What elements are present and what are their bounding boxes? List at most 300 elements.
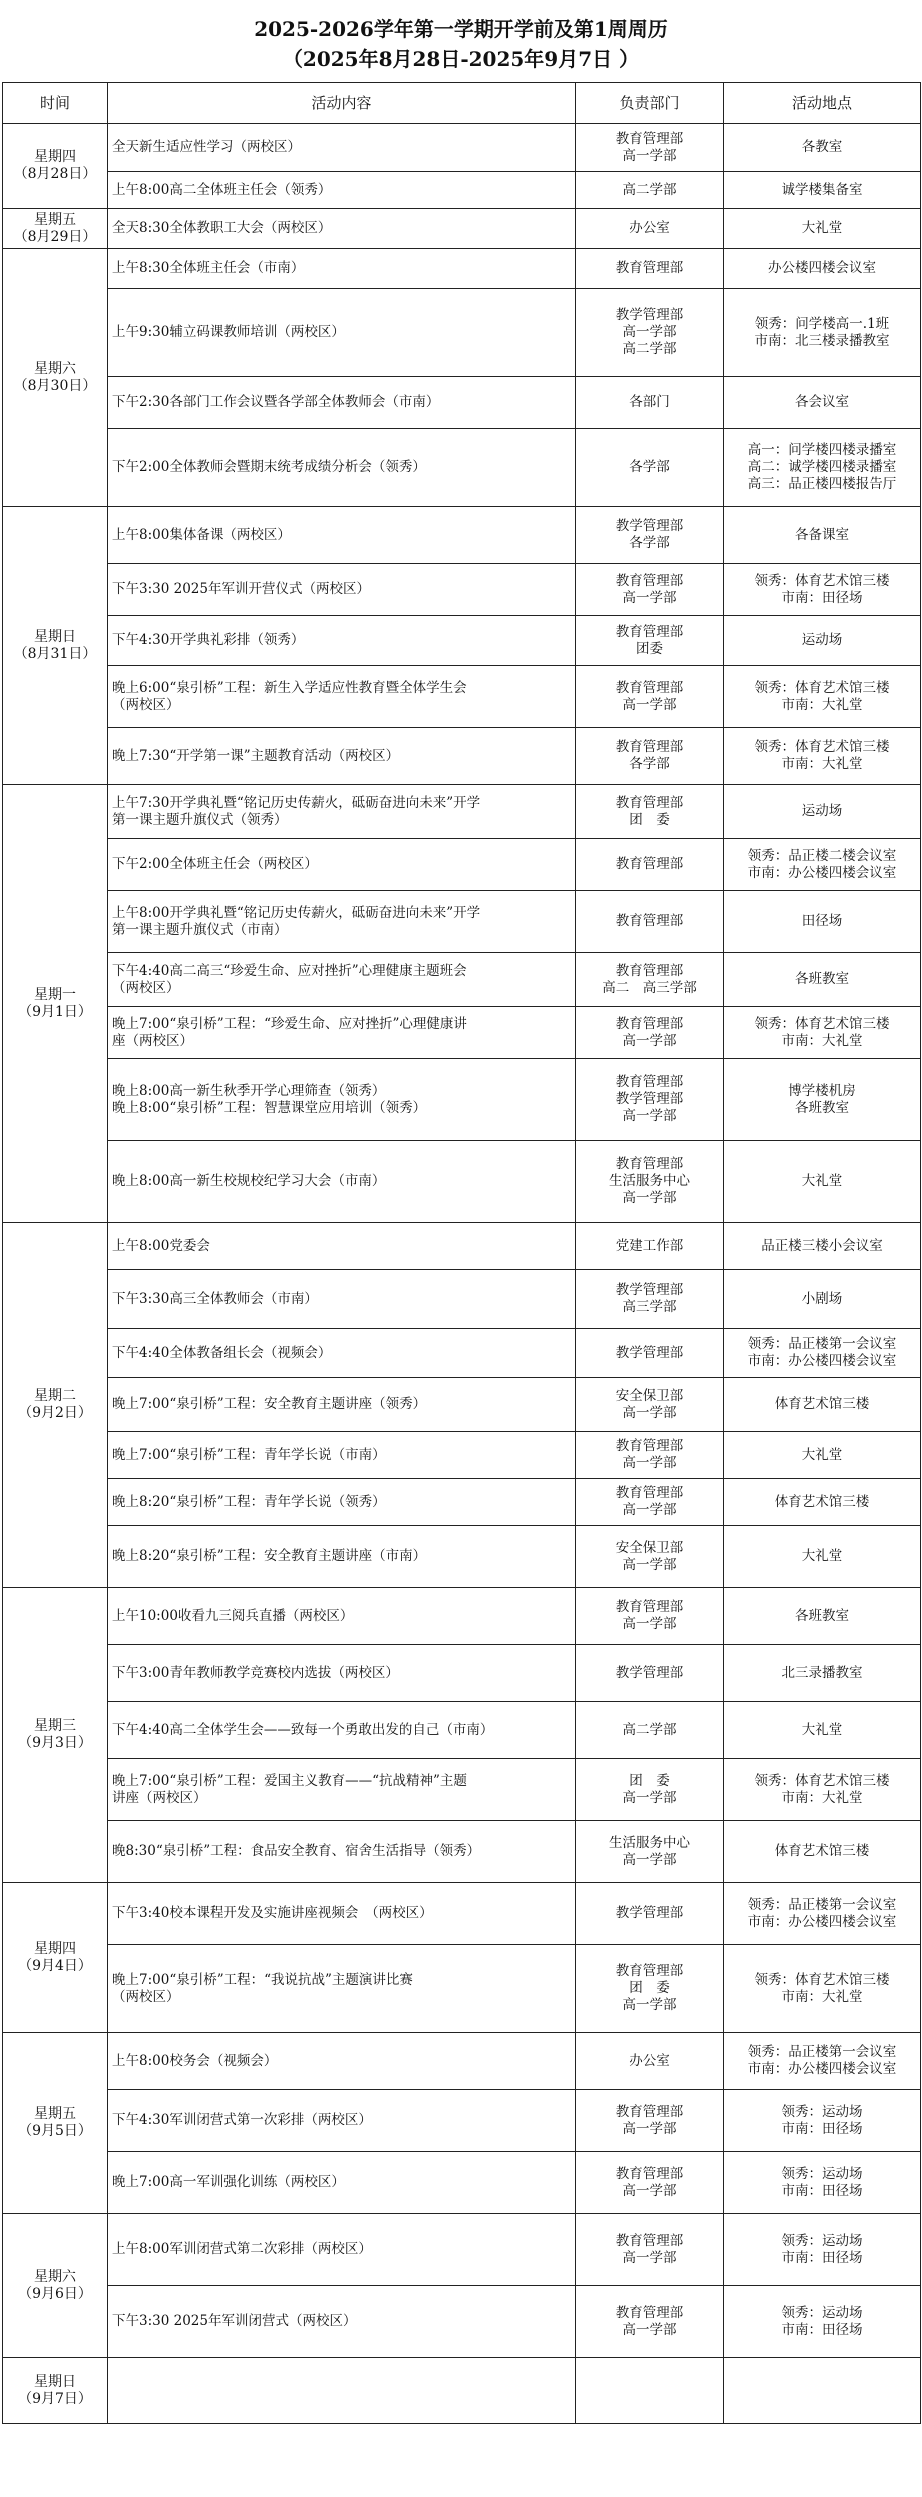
activity-cell [108, 1270, 576, 1329]
department-cell-line: 团 委 [629, 811, 670, 828]
department-cell-line: 教育管理部 [615, 2232, 684, 2249]
department-cell-line: 教育管理部 [615, 679, 684, 696]
department-cell-line: 高一学部 [622, 589, 677, 606]
department-cell-line: 各学部 [629, 535, 670, 551]
table-row [3, 2033, 921, 2090]
activity-cell [108, 2286, 576, 2358]
department-cell [576, 1702, 724, 1759]
location-cell-line: 领秀：运动场 [781, 2304, 863, 2321]
location-cell-line: 大礼堂 [801, 220, 843, 236]
location-cell-line: 市南：大礼堂 [781, 1789, 863, 1806]
location-cell-line: 市南：大礼堂 [781, 1032, 863, 1049]
activity-cell [108, 1883, 576, 1945]
activity-cell [108, 1645, 576, 1702]
department-cell [576, 1378, 724, 1432]
location-cell [724, 785, 921, 839]
day-name: 星期五 [34, 2106, 76, 2122]
location-cell [724, 616, 921, 666]
activity-cell [108, 1526, 576, 1588]
department-cell [576, 289, 724, 377]
location-cell-line: 领秀：品正楼第一会议室 [747, 1336, 897, 1352]
department-cell-line: 高一学部 [622, 1502, 677, 1518]
location-cell-line: 市南：田径场 [781, 589, 863, 606]
header-location: 活动地点 [724, 83, 921, 124]
location-cell-line: 大礼堂 [801, 1721, 843, 1738]
location-cell-line: 市南：大礼堂 [781, 756, 863, 772]
department-cell-line: 教育管理部 [615, 623, 684, 640]
location-cell [724, 1479, 921, 1526]
location-cell [724, 249, 921, 289]
department-cell-line: 教育管理部 [615, 962, 684, 979]
table-row [3, 728, 921, 785]
department-cell-line: 高一学部 [622, 1556, 677, 1573]
location-cell [724, 2358, 921, 2424]
department-cell-line: 教育管理部 [615, 2103, 684, 2120]
table-row [3, 666, 921, 728]
header-activity: 活动内容 [108, 83, 576, 124]
department-cell-line: 教学管理部 [615, 518, 684, 534]
activity-cell [108, 507, 576, 564]
department-cell-line: 教育管理部 [615, 572, 684, 589]
day-date: （8月29日） [13, 228, 97, 245]
table-row [3, 289, 921, 377]
location-cell-line: 市南：田径场 [781, 2249, 863, 2266]
activity-cell [108, 1945, 576, 2033]
day-name: 星期六 [34, 2268, 76, 2285]
department-cell [576, 1270, 724, 1329]
activity-cell [108, 1759, 576, 1821]
department-cell [576, 1223, 724, 1270]
activity-cell-line: 晚上8:20“泉引桥”工程：青年学长说（领秀） [112, 1493, 386, 1510]
activity-cell-line: 全天新生适应性学习（两校区） [112, 139, 301, 155]
activity-cell [108, 289, 576, 377]
table-row [3, 172, 921, 209]
activity-cell [108, 1329, 576, 1378]
location-cell [724, 839, 921, 891]
department-cell [576, 1883, 724, 1945]
department-cell-line: 高一学部 [622, 1190, 677, 1206]
location-cell [724, 1588, 921, 1645]
location-cell-line: 市南：办公楼四楼会议室 [747, 864, 897, 881]
location-cell-line: 市南：田径场 [781, 2182, 863, 2199]
department-cell-line: 各学部 [629, 459, 670, 475]
activity-cell [108, 2152, 576, 2214]
department-cell-line: 安全保卫部 [615, 1387, 684, 1404]
department-cell [576, 249, 724, 289]
department-cell-line: 安全保卫部 [615, 1539, 684, 1556]
location-cell-line: 各班教室 [795, 1099, 849, 1116]
location-cell-line: 领秀：运动场 [781, 2103, 863, 2120]
day-date: （9月4日） [18, 1957, 92, 1974]
location-cell-line: 市南：大礼堂 [781, 696, 863, 713]
day-date: （9月5日） [18, 2123, 92, 2139]
location-cell [724, 1645, 921, 1702]
table-row [3, 1432, 921, 1479]
department-cell [576, 2152, 724, 2214]
location-cell-line: 领秀：体育艺术馆三楼 [754, 679, 890, 696]
department-cell-line: 团委 [636, 640, 663, 657]
department-cell-line: 生活服务中心 [609, 1834, 690, 1851]
activity-cell [108, 172, 576, 209]
location-cell-line: 领秀：体育艺术馆三楼 [754, 1015, 890, 1032]
day-cell [3, 2358, 108, 2424]
location-cell [724, 1007, 921, 1059]
day-cell [3, 785, 108, 1223]
department-cell [576, 728, 724, 785]
department-cell [576, 785, 724, 839]
location-cell-line: 领秀：问学楼高一.1班 [754, 315, 890, 332]
activity-cell-line: 下午3:30 2025年军训闭营式（两校区） [112, 2313, 357, 2329]
department-cell-line: 教育管理部 [615, 1485, 684, 1501]
location-cell-line: 体育艺术馆三楼 [774, 1493, 870, 1510]
header-department: 负责部门 [576, 83, 724, 124]
location-cell-line: 诚学楼集备室 [781, 181, 863, 198]
table-row [3, 209, 921, 249]
activity-cell [108, 953, 576, 1007]
location-cell-line: 高一：问学楼四楼录播室 [747, 442, 897, 458]
activity-cell [108, 2358, 576, 2424]
table-row [3, 953, 921, 1007]
department-cell-line: 高一学部 [622, 2120, 677, 2137]
department-cell [576, 666, 724, 728]
day-cell [3, 1223, 108, 1588]
location-cell-line: 市南：办公楼四楼会议室 [747, 2061, 897, 2077]
department-cell [576, 377, 724, 429]
location-cell [724, 1945, 921, 2033]
activity-cell-line: 上午7:30开学典礼暨“铭记历史传薪火，砥砺奋进向未来”开学 [112, 794, 481, 811]
department-cell [576, 1479, 724, 1526]
activity-cell-line: 上午8:30全体班主任会（市南） [112, 260, 305, 276]
location-cell-line: 市南：北三楼录播教室 [754, 332, 890, 349]
department-cell-line: 高一学部 [622, 696, 677, 713]
activity-cell [108, 1702, 576, 1759]
department-cell [576, 429, 724, 507]
table-row [3, 1759, 921, 1821]
activity-cell-line: 下午4:40高二高三“珍爱生命、应对挫折”心理健康主题班会 [112, 962, 467, 979]
location-cell-line: 领秀：体育艺术馆三楼 [754, 1971, 890, 1988]
day-date: （9月6日） [18, 2285, 92, 2302]
department-cell [576, 209, 724, 249]
activity-cell-line: 晚上7:00高一军训强化训练（两校区） [112, 2174, 345, 2190]
location-cell-line: 品正楼三楼小会议室 [761, 1237, 883, 1254]
location-cell [724, 1378, 921, 1432]
activity-cell [108, 209, 576, 249]
table-row [3, 1702, 921, 1759]
page-title: 2025-2026学年第一学期开学前及第1周周历 [254, 17, 668, 41]
location-cell [724, 2152, 921, 2214]
schedule-table [2, 82, 921, 2424]
activity-cell [108, 124, 576, 172]
location-cell [724, 2286, 921, 2358]
department-cell [576, 1759, 724, 1821]
location-cell-line: 市南：大礼堂 [781, 1988, 863, 2005]
location-cell-line: 市南：田径场 [781, 2120, 863, 2137]
location-cell-line: 办公楼四楼会议室 [768, 260, 876, 276]
activity-cell-line: 上午8:00军训闭营式第二次彩排（两校区） [112, 2241, 372, 2257]
location-cell [724, 1702, 921, 1759]
activity-cell-line: （两校区） [112, 979, 180, 996]
location-cell-line: 博学楼机房 [788, 1082, 856, 1099]
department-cell [576, 2358, 724, 2424]
day-name: 星期五 [34, 211, 76, 228]
department-cell-line: 教育管理部 [615, 1599, 684, 1615]
location-cell [724, 1759, 921, 1821]
table-row [3, 2358, 921, 2424]
day-name: 星期三 [34, 1718, 76, 1734]
location-cell [724, 1526, 921, 1588]
activity-cell [108, 1007, 576, 1059]
activity-cell-line: 上午8:00高二全体班主任会（领秀） [112, 181, 332, 198]
location-cell-line: 运动场 [801, 803, 843, 819]
department-cell-line: 高一学部 [622, 324, 677, 340]
location-cell [724, 1821, 921, 1883]
location-cell-line: 领秀：品正楼第一会议室 [747, 2044, 897, 2060]
department-cell-line: 教育管理部 [615, 1156, 684, 1172]
department-cell-line: 教育管理部 [615, 913, 684, 929]
activity-cell-line: 晚上8:20“泉引桥”工程：安全教育主题讲座（市南） [112, 1548, 427, 1564]
department-cell [576, 507, 724, 564]
department-cell-line: 教育管理部 [615, 130, 684, 147]
activity-cell [108, 249, 576, 289]
activity-cell-line: 下午2:30各部门工作会议暨各学部全体教师会（市南） [112, 394, 440, 410]
activity-cell-line: 下午2:00全体班主任会（两校区） [112, 856, 318, 872]
activity-cell-line: 下午4:30开学典礼彩排（领秀） [112, 632, 305, 648]
table-row [3, 249, 921, 289]
activity-cell [108, 429, 576, 507]
department-cell-line: 各部门 [629, 394, 670, 410]
activity-cell [108, 1432, 576, 1479]
department-cell [576, 1945, 724, 2033]
activity-cell [108, 891, 576, 953]
department-cell-line: 教育管理部 [615, 1015, 684, 1032]
header-time: 时间 [3, 83, 108, 124]
table-row [3, 1945, 921, 2033]
department-cell-line: 团 委 [629, 1772, 670, 1789]
activity-cell-line: 上午8:00集体备课（两校区） [112, 526, 291, 543]
department-cell [576, 616, 724, 666]
table-row [3, 1270, 921, 1329]
location-cell [724, 1883, 921, 1945]
activity-cell-line: 晚上6:00“泉引桥”工程：新生入学适应性教育暨全体学生会 [112, 679, 467, 696]
activity-cell-line: 全天8:30全体教职工大会（两校区） [112, 220, 332, 236]
activity-cell [108, 1059, 576, 1141]
department-cell [576, 839, 724, 891]
day-name: 星期四 [34, 1940, 76, 1957]
department-cell-line: 教育管理部 [615, 1074, 684, 1090]
department-cell-line: 教学管理部 [615, 1091, 684, 1107]
activity-cell [108, 377, 576, 429]
department-cell [576, 2090, 724, 2152]
department-cell-line: 高一学部 [622, 1851, 677, 1868]
department-cell-line: 教育管理部 [615, 2165, 684, 2182]
activity-cell-line: 座（两校区） [112, 1032, 193, 1049]
department-cell-line: 教育管理部 [615, 794, 684, 811]
activity-cell-line: 晚上7:00“泉引桥”工程：“珍爱生命、应对挫折”心理健康讲 [112, 1015, 467, 1032]
location-cell [724, 429, 921, 507]
table-row [3, 1378, 921, 1432]
activity-cell-line: 下午3:30 2025年军训开营仪式（两校区） [112, 581, 370, 597]
activity-cell [108, 1378, 576, 1432]
day-date: （8月30日） [13, 377, 97, 394]
activity-cell-line: 晚上8:00高一新生秋季开学心理筛查（领秀） [112, 1082, 386, 1099]
table-row [3, 1821, 921, 1883]
day-date: （9月7日） [18, 2390, 92, 2407]
department-cell [576, 1526, 724, 1588]
activity-cell-line: 晚上7:00“泉引桥”工程：青年学长说（市南） [112, 1446, 386, 1463]
department-cell [576, 1007, 724, 1059]
activity-cell [108, 1588, 576, 1645]
activity-cell-line: 上午10:00收看九三阅兵直播（两校区） [112, 1607, 354, 1624]
day-name: 星期日 [34, 628, 76, 645]
day-date: （9月3日） [18, 1735, 92, 1751]
location-cell-line: 领秀：运动场 [781, 2232, 863, 2249]
day-cell [3, 209, 108, 249]
department-cell-line: 教学管理部 [615, 307, 684, 323]
location-cell-line: 小剧场 [801, 1290, 843, 1307]
location-cell [724, 564, 921, 616]
activity-cell-line: 第一课主题升旗仪式（市南） [112, 921, 288, 938]
table-row [3, 1883, 921, 1945]
department-cell-line: 教育管理部 [615, 2304, 684, 2321]
department-cell [576, 172, 724, 209]
activity-cell [108, 728, 576, 785]
department-cell-line: 高二 高三学部 [602, 979, 697, 996]
activity-cell-line: 下午4:30军训闭营式第一次彩排（两校区） [112, 2112, 372, 2128]
day-cell [3, 1883, 108, 2033]
department-cell-line: 高一学部 [622, 1997, 677, 2013]
location-cell-line: 高三：品正楼四楼报告厅 [747, 476, 897, 492]
table-row [3, 1526, 921, 1588]
table-header-row [3, 83, 921, 124]
table-row [3, 1479, 921, 1526]
location-cell-line: 各会议室 [795, 394, 849, 410]
location-cell-line: 田径场 [801, 913, 843, 929]
activity-cell [108, 666, 576, 728]
table-row [3, 1059, 921, 1141]
department-cell-line: 高一学部 [622, 1404, 677, 1421]
table-row [3, 1223, 921, 1270]
table-row [3, 2286, 921, 2358]
location-cell [724, 2033, 921, 2090]
header [0, 0, 922, 78]
department-cell [576, 1141, 724, 1223]
location-cell-line: 领秀：体育艺术馆三楼 [754, 1772, 890, 1789]
department-cell-line: 教学管理部 [615, 1344, 684, 1361]
table-row [3, 1141, 921, 1223]
activity-cell-line: 下午2:00全体教师会暨期末统考成绩分析会（领秀） [112, 459, 426, 475]
activity-cell [108, 2033, 576, 2090]
page-subtitle: （2025年8月28日-2025年9月7日 ） [282, 47, 640, 71]
location-cell [724, 953, 921, 1007]
table-row [3, 2214, 921, 2286]
department-cell-line: 办公室 [629, 2052, 670, 2069]
department-cell-line: 高二学部 [622, 181, 677, 198]
location-cell [724, 2090, 921, 2152]
department-cell [576, 564, 724, 616]
location-cell [724, 289, 921, 377]
location-cell-line: 运动场 [801, 632, 843, 648]
activity-cell-line: 下午3:30高三全体教师会（市南） [112, 1290, 318, 1307]
day-date: （9月1日） [18, 1003, 92, 1020]
activity-cell-line: 上午8:00开学典礼暨“铭记历史传薪火，砥砺奋进向未来”开学 [112, 904, 481, 921]
location-cell [724, 2214, 921, 2286]
day-date: （9月2日） [18, 1405, 92, 1421]
department-cell-line: 教学管理部 [615, 1282, 684, 1298]
location-cell-line: 大礼堂 [801, 1548, 843, 1564]
day-name: 星期二 [34, 1388, 76, 1404]
activity-cell-line: 第一课主题升旗仪式（领秀） [112, 811, 288, 828]
location-cell [724, 209, 921, 249]
location-cell [724, 1141, 921, 1223]
location-cell-line: 市南：办公楼四楼会议室 [747, 1353, 897, 1369]
activity-cell [108, 564, 576, 616]
location-cell-line: 各班教室 [795, 1607, 849, 1624]
location-cell [724, 377, 921, 429]
table-row [3, 1329, 921, 1378]
department-cell-line: 高一学部 [622, 1616, 677, 1632]
table-row [3, 564, 921, 616]
activity-cell [108, 785, 576, 839]
location-cell-line: 市南：田径场 [781, 2321, 863, 2338]
location-cell [724, 1223, 921, 1270]
department-cell-line: 高一学部 [622, 1455, 677, 1471]
department-cell-line: 各学部 [629, 756, 670, 772]
table-row [3, 1007, 921, 1059]
table-row [3, 839, 921, 891]
activity-cell-line: （两校区） [112, 696, 180, 713]
location-cell [724, 1329, 921, 1378]
table-row [3, 1588, 921, 1645]
department-cell [576, 1821, 724, 1883]
location-cell-line: 领秀：运动场 [781, 2165, 863, 2182]
activity-cell-line: 讲座（两校区） [112, 1789, 207, 1806]
activity-cell-line: 晚上7:00“泉引桥”工程：安全教育主题讲座（领秀） [112, 1396, 427, 1412]
location-cell-line: 体育艺术馆三楼 [774, 1396, 870, 1412]
table-row [3, 124, 921, 172]
day-name: 星期一 [34, 986, 76, 1003]
department-cell [576, 2286, 724, 2358]
day-date: （8月31日） [13, 645, 97, 662]
day-name: 星期日 [34, 2373, 76, 2390]
department-cell-line: 高一学部 [622, 1108, 677, 1124]
location-cell-line: 市南：办公楼四楼会议室 [747, 1913, 897, 1930]
day-cell [3, 507, 108, 785]
schedule-body [3, 124, 921, 2424]
table-row [3, 429, 921, 507]
activity-cell-line: （两校区） [112, 1988, 180, 2005]
department-cell [576, 2033, 724, 2090]
day-cell [3, 124, 108, 209]
department-cell-line: 教育管理部 [615, 1963, 684, 1979]
activity-cell-line: 上午8:00校务会（视频会） [112, 2052, 278, 2069]
activity-cell [108, 839, 576, 891]
department-cell-line: 高一学部 [622, 2249, 677, 2266]
department-cell-line: 党建工作部 [615, 1237, 684, 1254]
department-cell-line: 生活服务中心 [609, 1173, 690, 1189]
location-cell-line: 领秀：品正楼二楼会议室 [747, 847, 897, 864]
table-row [3, 2152, 921, 2214]
location-cell-line: 各备课室 [795, 526, 849, 543]
department-cell [576, 124, 724, 172]
activity-cell-line: 下午3:00青年教师教学竞赛校内选拔（两校区） [112, 1664, 399, 1681]
department-cell [576, 891, 724, 953]
department-cell-line: 教学管理部 [615, 1905, 684, 1921]
department-cell-line: 高二学部 [622, 1721, 677, 1738]
department-cell [576, 1645, 724, 1702]
activity-cell [108, 616, 576, 666]
activity-cell [108, 2214, 576, 2286]
department-cell [576, 1588, 724, 1645]
